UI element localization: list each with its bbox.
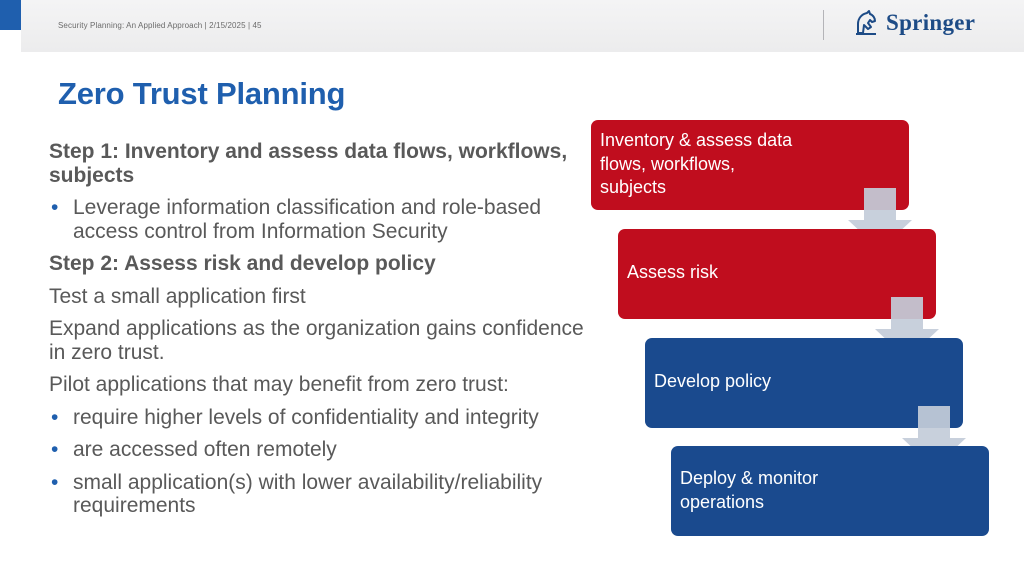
paragraph: Test a small application first xyxy=(49,284,306,308)
springer-logo xyxy=(852,9,975,37)
list-item xyxy=(49,471,589,518)
step-2-heading: Step 2: Assess risk and develop policy xyxy=(49,252,436,275)
list-item xyxy=(49,406,589,430)
logo-divider xyxy=(823,10,824,40)
bullet-icon: • xyxy=(51,196,59,219)
bullet-icon: • xyxy=(51,405,59,429)
springer-horse-icon xyxy=(852,9,880,37)
step-1-heading: Step 1: Inventory and assess data flows, workflows, subjects xyxy=(49,140,568,187)
flow-step-label: Assess risk xyxy=(627,262,719,282)
list-item-text: are accessed often remotely xyxy=(73,438,337,461)
bullet-icon: • xyxy=(51,470,59,494)
flow-step-deploy-monitor xyxy=(671,446,989,536)
list-item-text: Leverage information classification and role-based access control from Information Security xyxy=(73,196,542,243)
springer-logo-text: Springer xyxy=(886,10,976,35)
slide-footer-text: Security Planning: An Applied Approach | 2/15/2025 | 45 xyxy=(58,21,262,30)
paragraph: Expand applications as the organization gains confidence in zero trust. xyxy=(49,317,584,364)
slide-title: Zero Trust Planning xyxy=(58,76,346,111)
list-item-text: small application(s) with lower availability/reliability requirements xyxy=(73,470,543,517)
list-item xyxy=(49,196,589,243)
list-item xyxy=(49,438,589,462)
corner-accent xyxy=(0,0,21,30)
slide-body xyxy=(49,140,589,527)
list-item-text: require higher levels of confidentiality and integrity xyxy=(73,405,539,429)
paragraph: Pilot applications that may benefit from zero trust: xyxy=(49,373,509,396)
bullet-icon: • xyxy=(51,438,59,461)
flow-step-label: Inventory & assess data flows, workflows, subjects xyxy=(600,130,793,197)
flow-step-label: Deploy & monitor operations xyxy=(680,468,819,512)
header-left-edge xyxy=(0,30,21,52)
flow-step-label: Develop policy xyxy=(654,371,772,391)
